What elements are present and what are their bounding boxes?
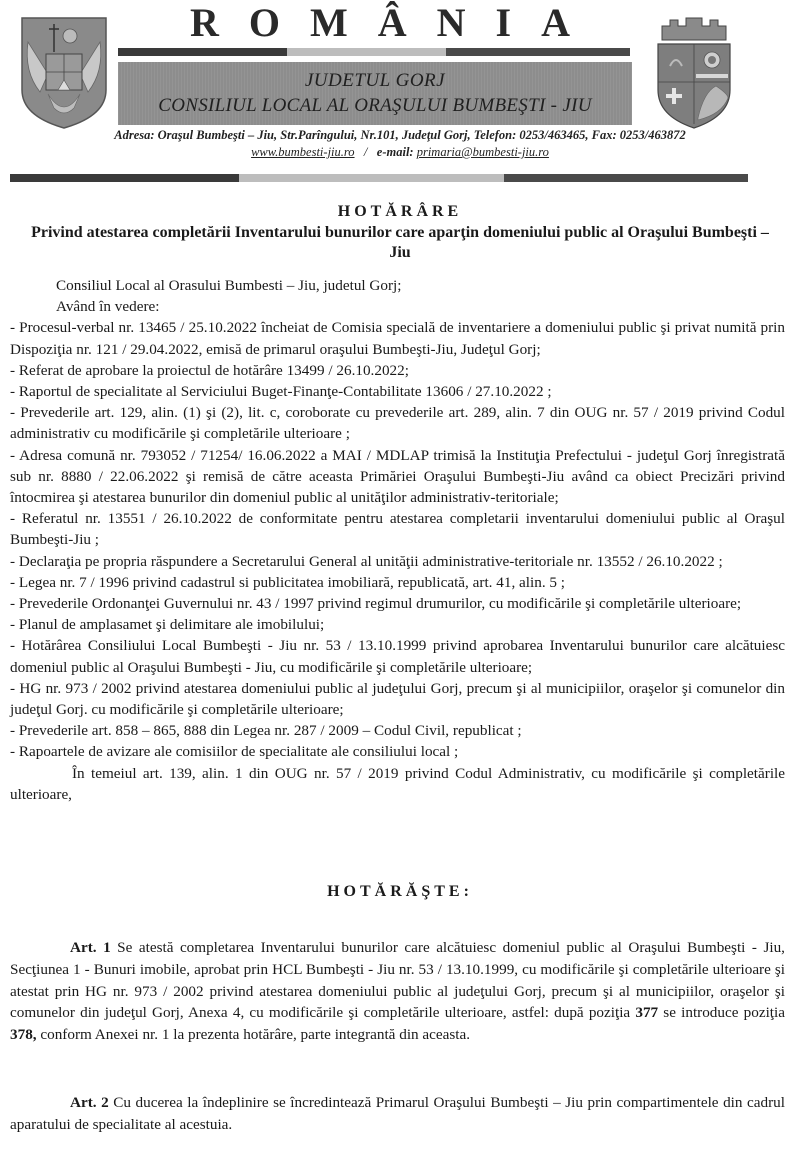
document-subject: Privind atestarea completării Inventarului bunurilor care aparţin domeniului public al Oraşului Bumbeşti – Jiu	[31, 224, 769, 261]
document-type-title: HOTĂRÂRE	[337, 203, 463, 220]
legal-reference-item: - Prevederile Ordonanţei Guvernului nr. 43 / 1997 privind regimul drumurilor, cu modificările şi completările ulterioare;	[10, 595, 742, 613]
legal-reference-item: - Adresa comună nr. 793052 / 71254/ 16.06.2022 a MAI / MDLAP trimisă la Instituţia Prefectului - judeţul Gorj înregistrată sub nr. 8880 / 22.06.2022 şi remisă de către aceasta Primăriei Oraşului Bumbeşti-Jiu având ca obiect Precizări privind întocmirea şi atestarea bunurilor din domeniul public al unităţilor administrativ-teritoriale;	[10, 446, 785, 507]
council-name: CONSILIUL LOCAL AL ORAŞULUI BUMBEŞTI - JIU	[158, 95, 592, 116]
legal-basis: În temeiul art. 139, alin. 1 din OUG nr. 57 / 2019 privind Codul Administrativ, cu modificările şi completările ulterioare,	[10, 764, 785, 803]
article-text: Cu ducerea la îndeplinire se încredintează Primarul Oraşului Bumbeşti – Jiu prin compartimentele din cadrul aparatului de specialitate al acestuia.	[10, 1094, 785, 1133]
legal-reference-item: - Procesul-verbal nr. 13465 / 25.10.2022 încheiat de Comisia specială de inventariere a domeniului public şi privat numită prin Dispoziţia nr. 121 / 29.04.2022, emisă de primarul oraşului Bumbeşti-Jiu, Judeţul Gorj;	[10, 319, 785, 358]
article-text: Se atestă completarea Inventarului bunurilor care alcătuiesc domeniul public al Oraşului Bumbeşti - Jiu, Secţiunea 1 - Bunuri imobile, aprobat prin HCL Bumbeşti - Jiu nr. 53 / 13.10.1999, cu modificările şi completările ulterioare şi atestat prin HG nr. 973 / 2002 privind atestarea domeniului public al judeţului Gorj, precum şi al municipiilor, oraşelor şi comunelor din judeţul Gorj, Anexa 4, cu modificările şi completările ulterioare, astfel: după poziţia	[10, 939, 785, 1022]
legal-reference-item: - Declaraţia pe propria răspundere a Secretarului General al unităţii administrative-teritoriale nr. 13552 / 26.10.2022 ;	[10, 552, 723, 570]
decides-heading: HOTĂRĂŞTE:	[327, 883, 473, 900]
position-new: 378,	[10, 1026, 37, 1044]
romania-coat-of-arms-icon	[18, 12, 110, 130]
preamble	[10, 275, 785, 805]
bottom-divider-bar	[10, 174, 748, 182]
contact-line	[0, 145, 800, 160]
top-divider-bar	[118, 48, 630, 56]
country-title: ROMÂNIA	[190, 0, 600, 45]
article-text: conform Anexei nr. 1 la prezenta hotărâre, parte integrantă din aceasta.	[36, 1026, 471, 1044]
article-1	[10, 937, 785, 1046]
header-banner	[118, 62, 632, 125]
legal-reference-item: - Legea nr. 7 / 1996 privind cadastrul si publicitatea imobiliară, republicată, art. 41, alin. 5 ;	[10, 573, 566, 591]
legal-reference-item: - Planul de amplasamet şi delimitare ale imobilului;	[10, 616, 325, 634]
county-name: JUDETUL GORJ	[304, 70, 446, 91]
email-link[interactable]: primaria@bumbesti-jiu.ro	[416, 145, 549, 159]
legal-reference-item: - Prevederile art. 858 – 865, 888 din Legea nr. 287 / 2009 – Codul Civil, republicat ;	[10, 722, 522, 740]
legal-reference-item: - Rapoartele de avizare ale comisiilor de specialitate ale consiliului local ;	[10, 743, 459, 761]
considering-line: Având în vedere:	[56, 298, 160, 316]
legal-reference-item: - Raportul de specialitate al Serviciului Buget-Finanţe-Contabilitate 13606 / 27.10.2022 ;	[10, 383, 552, 401]
legal-reference-item: - Referat de aprobare la proiectul de hotărâre 13499 / 26.10.2022;	[10, 361, 409, 379]
council-address: Adresa: Oraşul Bumbeşti – Jiu, Str.Parîngului, Nr.101, Judeţul Gorj, Telefon: 0253/463465, Fax: 0253/463872	[114, 128, 686, 142]
legal-reference-item: - HG nr. 973 / 2002 privind atestarea domeniului public al judeţului Gorj, precum şi al municipiilor, oraşelor şi comunelor din judeţul Gorj. cu modificările şi completările ulterioare;	[10, 679, 785, 719]
issuer-line: Consiliul Local al Orasului Bumbesti – Jiu, judetul Gorj;	[56, 277, 402, 294]
article-label: Art. 2	[70, 1094, 109, 1111]
website-link[interactable]: www.bumbesti-jiu.ro	[251, 145, 355, 159]
article-2	[10, 1092, 785, 1136]
legal-reference-item: - Prevederile art. 129, alin. (1) şi (2), lit. c, coroborate cu prevederile art. 289, alin. 7 din OUG nr. 57 / 2019 privind Codul administrativ cu modificările şi completările ulterioare ;	[10, 404, 785, 443]
contact-separator: /	[363, 145, 368, 159]
position-from: 377	[635, 1004, 659, 1022]
legal-reference-item: - Referatul nr. 13551 / 26.10.2022 de conformitate pentru atestarea completarii inventarului domeniului public al Oraşul Bumbeşti-Jiu ;	[10, 510, 785, 549]
article-text: se introduce poziţia	[658, 1004, 785, 1022]
legal-reference-item: - Hotărârea Consiliului Local Bumbeşti - Jiu nr. 53 / 13.10.1999 privind aprobarea Inventarului bunurilor care alcătuiesc domeniul public al Oraşului Bumbeşti - Jiu, cu modificările şi completările ulterioare;	[10, 637, 785, 676]
email-label: e-mail:	[376, 145, 414, 159]
article-label: Art. 1	[70, 939, 111, 956]
bumbesti-jiu-coat-of-arms-icon	[652, 12, 736, 130]
